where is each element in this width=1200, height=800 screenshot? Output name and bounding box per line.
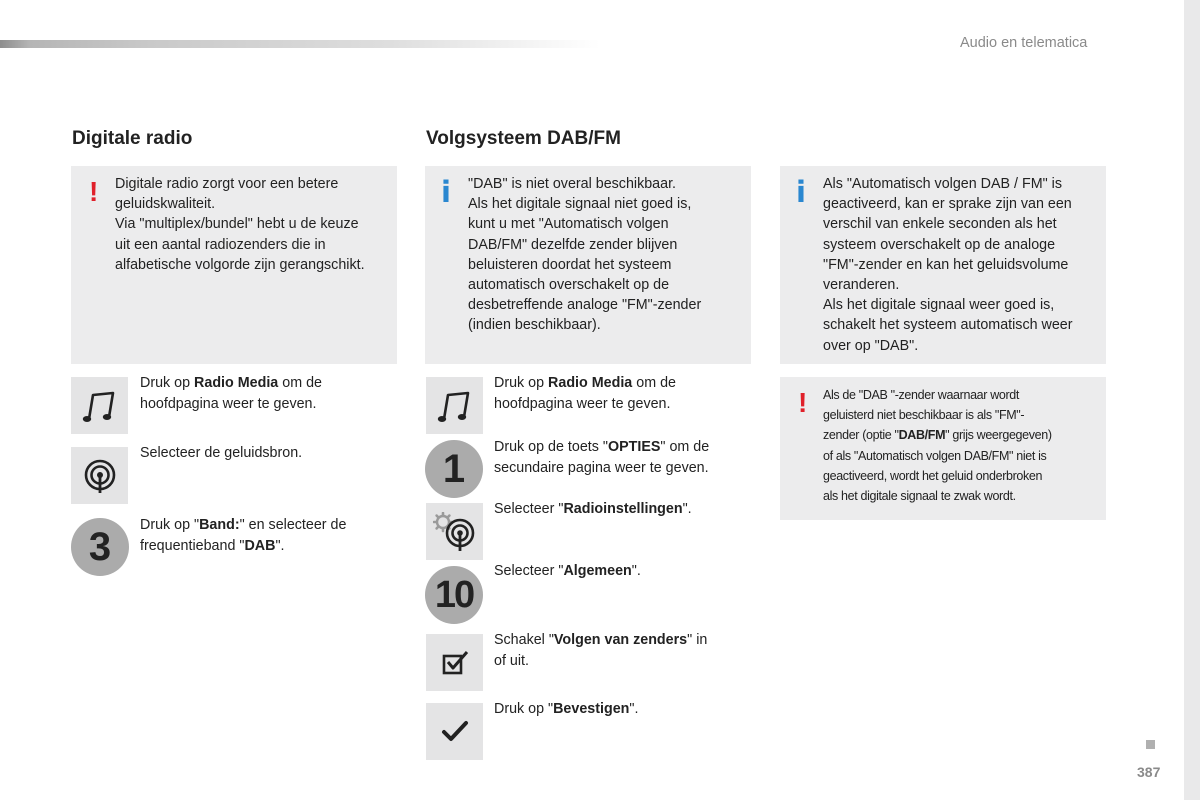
sound-source-icon-box [71, 447, 128, 504]
music-note-icon [437, 389, 473, 423]
left-step-2-text: Selecteer de geluidsbron. [140, 445, 303, 461]
left-step-1-text: Druk op Radio Media om de hoofdpagina weer te geven. [140, 375, 322, 412]
exclamation-icon: ! [89, 176, 99, 207]
music-note-icon [82, 389, 118, 423]
dab-fm-title: Volgsysteem DAB/FM [426, 128, 621, 149]
checkbox-icon [441, 650, 469, 676]
auto-follow-info-box [780, 166, 1106, 364]
radio-settings-icon-box [426, 503, 483, 560]
warning-text: Als de "DAB "-zender waarnaar wordt geluisterd niet beschikbaar is als "FM"- zender (optie "DAB/FM" grijs weergegeven) of als "Automatisch volgen DAB/FM" niet is geactiveerd, wordt het geluid onderbroken als het digitale signaal te zwak wordt. [823, 388, 1052, 504]
info-text: "DAB" is niet overal beschikbaar. Als het digitale signaal niet goed is, kunt u met "Automatisch volgen DAB/FM" dezelfde zender blijven beluisteren doordat het systeem automatisch overschakelt op de desbetreffende analoge "FM"-zender (indien beschikbaar). [468, 176, 702, 334]
section-header: Audio en telematica [960, 35, 1088, 51]
step-number-10: 10 [425, 566, 483, 624]
middle-step-2-text: Druk op de toets "OPTIES" om de secundaire pagina weer te geven. [494, 439, 710, 476]
info-text: Als "Automatisch volgen DAB / FM" is geactiveerd, kan er sprake zijn van een verschil van enkele seconden als het systeem overschakelt op de analoge "FM"-zender en kan het geluidsvolume veranderen. Als het digitale signaal weer goed is, schakelt het systeem automatisch weer over op "DAB". [823, 176, 1073, 354]
step-number-1: 1 [425, 440, 483, 498]
page-marker [1146, 740, 1155, 749]
left-step-3-text: Druk op "Band:" en selecteer de frequentieband "DAB". [140, 517, 347, 554]
radio-media-button-icon [71, 377, 128, 434]
middle-step-6-text: Druk op "Bevestigen". [494, 701, 639, 717]
info-icon: i [441, 175, 451, 209]
middle-step-3-text: Selecteer "Radioinstellingen". [494, 501, 692, 517]
middle-step-4-text: Selecteer "Algemeen". [494, 563, 641, 579]
radio-media-button-icon [426, 377, 483, 434]
middle-step-1-text: Druk op Radio Media om de hoofdpagina weer te geven. [494, 375, 676, 412]
page-edge-strip [1184, 0, 1200, 800]
exclamation-icon: ! [798, 387, 808, 418]
step-number-3: 3 [71, 518, 129, 576]
warning-text: Digitale radio zorgt voor een betere geluidskwaliteit. Via "multiplex/bundel" hebt u de keuze uit een aantal radiozenders die in alfabetische volgorde zijn gerangschikt. [115, 176, 365, 273]
dab-fm-warning-box [780, 377, 1106, 520]
digital-radio-warning-box [71, 166, 397, 364]
radio-source-icon [82, 458, 118, 494]
digital-radio-title: Digitale radio [72, 128, 193, 149]
middle-step-5-text: Schakel "Volgen van zenders" in of uit. [494, 632, 708, 669]
info-icon: i [796, 175, 806, 209]
confirm-icon-box [426, 703, 483, 760]
radio-settings-icon [433, 512, 477, 552]
page-number: 387 [1137, 764, 1161, 780]
header-gradient-bar [0, 40, 600, 48]
dab-info-box [425, 166, 751, 364]
checkbox-icon-box [426, 634, 483, 691]
checkmark-icon [441, 720, 469, 744]
